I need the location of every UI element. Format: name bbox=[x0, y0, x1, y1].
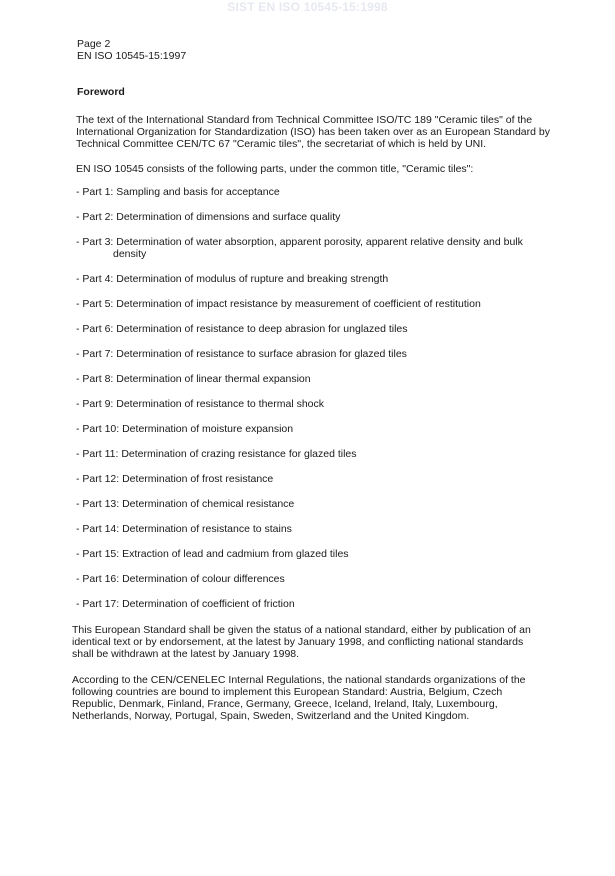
document-id: EN ISO 10545-15:1997 bbox=[77, 50, 187, 62]
part-17: - Part 17: Determination of coefficient of friction bbox=[76, 598, 295, 610]
part-8: - Part 8: Determination of linear thermal expansion bbox=[76, 373, 311, 385]
part-3: - Part 3: Determination of water absorption, apparent porosity, apparent relative density and bulk density bbox=[76, 236, 523, 260]
part-4: - Part 4: Determination of modulus of rupture and breaking strength bbox=[76, 273, 389, 285]
part-2: - Part 2: Determination of dimensions and surface quality bbox=[76, 211, 341, 223]
part-7: - Part 7: Determination of resistance to surface abrasion for glazed tiles bbox=[76, 348, 407, 360]
parts-list bbox=[76, 186, 556, 623]
status-paragraph: This European Standard shall be given the status of a national standard, either by publication of an identical text or by endorsement, at the latest by January 1998, and conflicting national standards shall be withdrawn at the latest by January 1998. bbox=[72, 624, 531, 660]
part-15: - Part 15: Extraction of lead and cadmium from glazed tiles bbox=[76, 548, 349, 560]
page-header bbox=[77, 38, 186, 62]
part-9: - Part 9: Determination of resistance to thermal shock bbox=[76, 398, 325, 410]
part-1: - Part 1: Sampling and basis for acceptance bbox=[76, 186, 280, 198]
foreword-heading: Foreword bbox=[77, 86, 125, 98]
part-11: - Part 11: Determination of crazing resistance for glazed tiles bbox=[76, 448, 357, 460]
part-16: - Part 16: Determination of colour differences bbox=[76, 573, 285, 585]
part-14: - Part 14: Determination of resistance to stains bbox=[76, 523, 292, 535]
part-5: - Part 5: Determination of impact resistance by measurement of coefficient of restitution bbox=[76, 298, 481, 310]
part-10: - Part 10: Determination of moisture expansion bbox=[76, 423, 294, 435]
part-13: - Part 13: Determination of chemical resistance bbox=[76, 498, 295, 510]
page-number: Page 2 bbox=[77, 38, 111, 50]
part-12: - Part 12: Determination of frost resistance bbox=[76, 473, 274, 485]
parts-intro: EN ISO 10545 consists of the following parts, under the common title, "Ceramic tiles": bbox=[76, 163, 474, 175]
regulations-paragraph: According to the CEN/CENELEC Internal Regulations, the national standards organizations of the following countries are bound to implement this European Standard: Austria, Belgium, Czech Republic, Denmark, Finland, France, Germany, Greece, Iceland, Ireland, Italy, Luxembourg, Netherlands, Norway, Portugal, Spain, Sweden, Switzerland and the United Kingdom. bbox=[72, 674, 526, 722]
watermark: SIST EN ISO 10545-15:1998 bbox=[227, 0, 388, 14]
intro-paragraph: The text of the International Standard from Technical Committee ISO/TC 189 "Ceramic tiles" of the International Organization for Standardization (ISO) has been taken over as an European Standard by Technical Committee CEN/TC 67 "Ceramic tiles", the secretariat of which is held by UNI. bbox=[76, 114, 550, 150]
part-6: - Part 6: Determination of resistance to deep abrasion for unglazed tiles bbox=[76, 323, 408, 335]
